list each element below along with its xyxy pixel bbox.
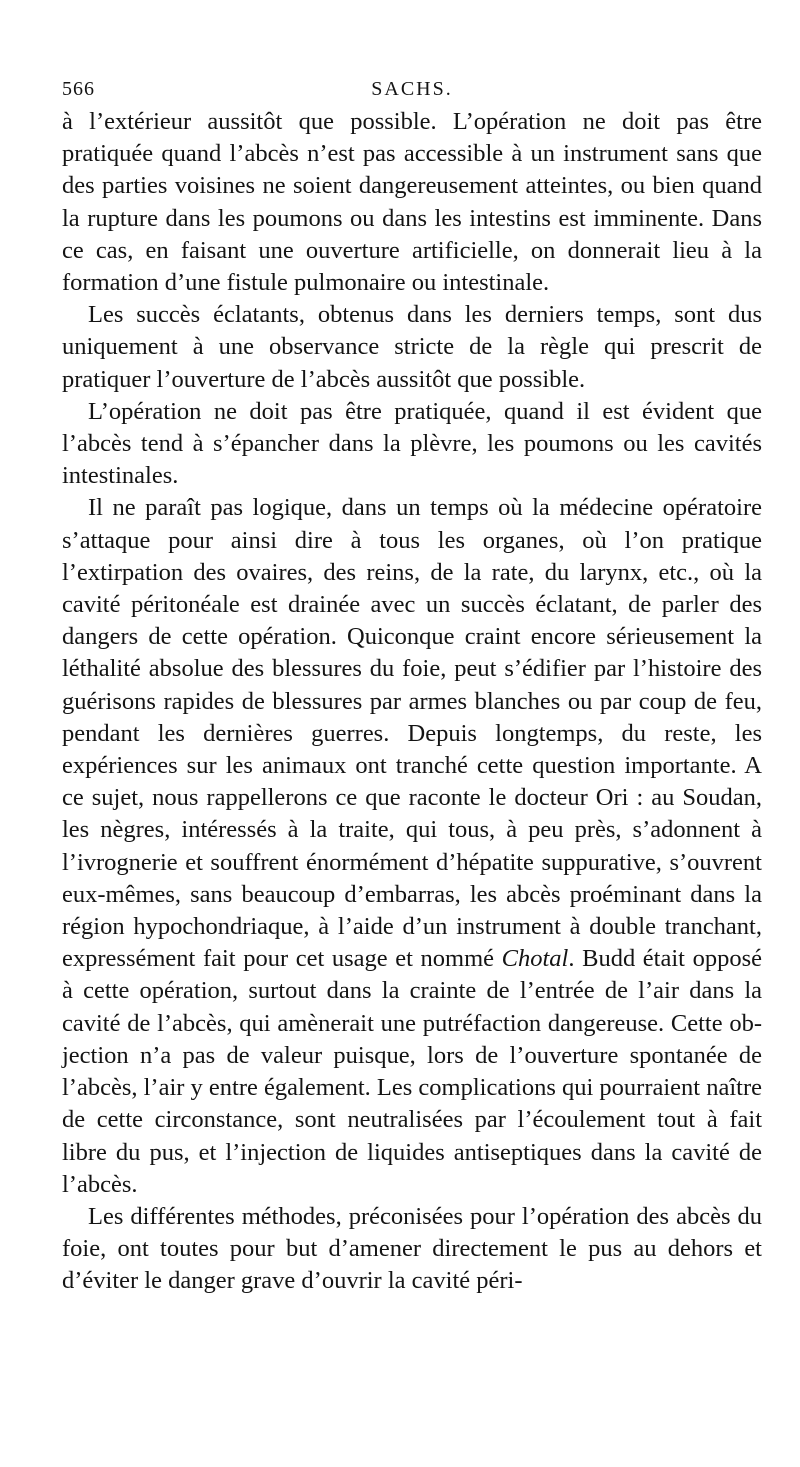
- paragraph-2: Les succès éclatants, obtenus dans les derniers temps, sont dus uniquement à une observance stricte de la règle qui prescrit de pratiquer l’ouverture de l’abcès aussitôt que possible.: [62, 301, 762, 393]
- paragraph-4: [62, 492, 762, 1200]
- body-text: [62, 106, 762, 1298]
- paragraph-1: à l’extérieur aussitôt que possible. L’opération ne doit pas être pratiquée quand l’abcès n’est pas accessible à un instrument sans que des parties voisines ne soient dangereusement atteintes, ou bien quand la rupture dans les poumons ou dans les intestins est imminente. Dans ce cas, en faisant une ouverture artificielle, on donnerait lieu à la formation d’une fistule pulmonaire ou intestinale.: [62, 108, 762, 297]
- book-page: [62, 72, 762, 1298]
- paragraph-4-after: . Budd était opposé à cette opération, surtout dans la crainte de l’entrée de l’air dans la cavité de l’abcès, qui amènerait une putréfaction dangereuse. Cette objection n’a pas de valeur puisque, lors de l’ouverture spontanée de l’abcès, l’air y entre également. Les complications qui pourraient naître de cette circonstance, sont neutralisées par l’écoulement tout à fait libre du pus, et l’injection de liquides antiseptiques dans la cavité de l’abcès.: [62, 945, 763, 1198]
- italic-term-chotal: Chotal: [501, 945, 569, 973]
- running-title: SACHS.: [371, 78, 453, 100]
- running-head: [62, 72, 762, 106]
- page-number: 566: [62, 78, 95, 100]
- paragraph-4-before: Il ne paraît pas logique, dans un temps où la médecine opératoire s’attaque pour ainsi dire à tous les organes, où l’on pratique l’extirpation des ovaires, des reins, de la rate, du larynx, etc., où la cavité péritonéale est drainée avec un succès éclatant, de parler des dangers de cette opération. Quiconque craint encore sérieusement la léthalité absolue des blessures du foie, peut s’édifier par l’histoire des guérisons rapides de blessures par armes blanches ou par coup de feu, pendant les dernières guerres. Depuis longtemps, du reste, les expériences sur les animaux ont tranché cette question importante. A ce sujet, nous rappellerons ce que raconte le docteur Ori : au Soudan, les nègres, intéressés à la traite, qui tous, à peu près, s’adonnent à l’ivrognerie et souffrent énormément d’hépatite suppurative, s’ouvrent eux-mêmes, sans beaucoup d’embarras, les abcès proéminant dans la région hypochondriaque, à l’aide d’un instrument à double tranchant, expressément fait pour cet usage et nommé: [62, 494, 762, 973]
- paragraph-5: Les différentes méthodes, préconisées pour l’opération des abcès du foie, ont toutes pour but d’amener directement le pus au dehors et d’éviter le danger grave d’ouvrir la cavité péri-: [62, 1202, 762, 1295]
- paragraph-3: L’opération ne doit pas être pratiquée, quand il est évident que l’abcès tend à s’épancher dans la plèvre, les poumons ou les cavités intestinales.: [62, 397, 762, 490]
